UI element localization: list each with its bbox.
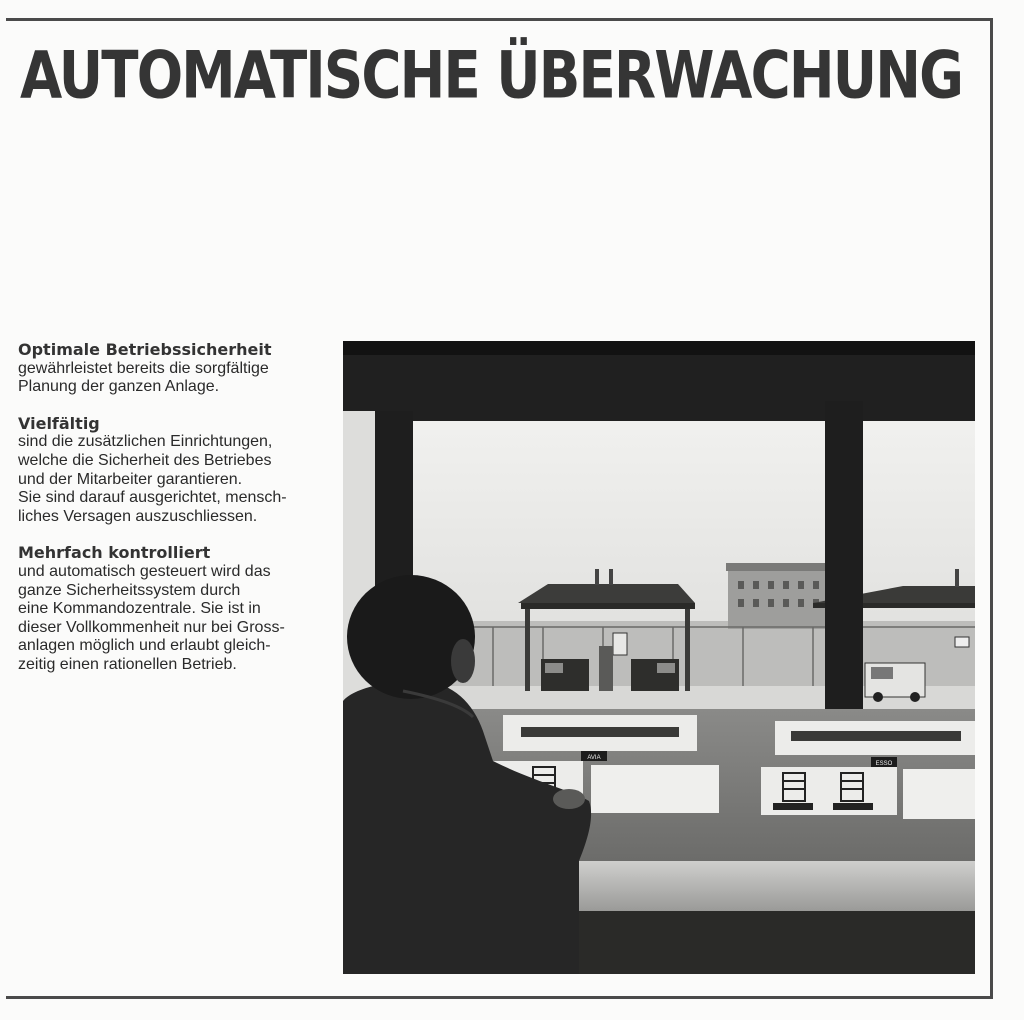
background-building	[726, 563, 830, 629]
panel-label-esso: ESSO	[875, 761, 893, 767]
text-column	[18, 341, 338, 693]
paragraph-body: und automatisch gesteuert wird das ganze Sicherheitssystem durch eine Kommandozentrale. Sie ist in dieser Vollkommenheit nur bei Gross- anlagen möglich und erlaubt gleich- zeitig einen rationellen Betrieb.	[18, 562, 285, 673]
paragraph-betriebssicherheit	[18, 341, 338, 397]
control-room-photo	[343, 341, 975, 974]
paragraph-heading: Optimale Betriebssicherheit	[18, 340, 272, 359]
page-title: AUTOMATISCHE ÜBERWACHUNG	[20, 38, 963, 114]
panel-upper-right	[775, 721, 975, 755]
paragraph-vielfaeltig	[18, 415, 338, 527]
panel-lower-blank	[591, 765, 719, 813]
window-pillar-right	[825, 401, 863, 713]
paragraph-heading: Vielfältig	[18, 413, 100, 433]
paragraph-mehrfach-kontrolliert	[18, 544, 338, 674]
paragraph-body: sind die zusätzlichen Einrichtungen, welche die Sicherheit des Betriebes und der Mitarbeiter garantieren. Sie sind darauf ausgerichtet, mensch- liches Versagen auszuschliessen.	[18, 433, 287, 525]
control-desk-edge	[573, 861, 975, 911]
panel-lower-right-blank	[903, 769, 975, 819]
panel-upper-left	[503, 715, 697, 751]
panel-label-avia: AVIA	[587, 755, 601, 761]
panel-lower-right	[761, 767, 897, 815]
paragraph-body: gewährleistet bereits die sorgfältige Planung der ganzen Anlage.	[18, 359, 269, 396]
paragraph-heading: Mehrfach kontrolliert	[18, 543, 211, 563]
